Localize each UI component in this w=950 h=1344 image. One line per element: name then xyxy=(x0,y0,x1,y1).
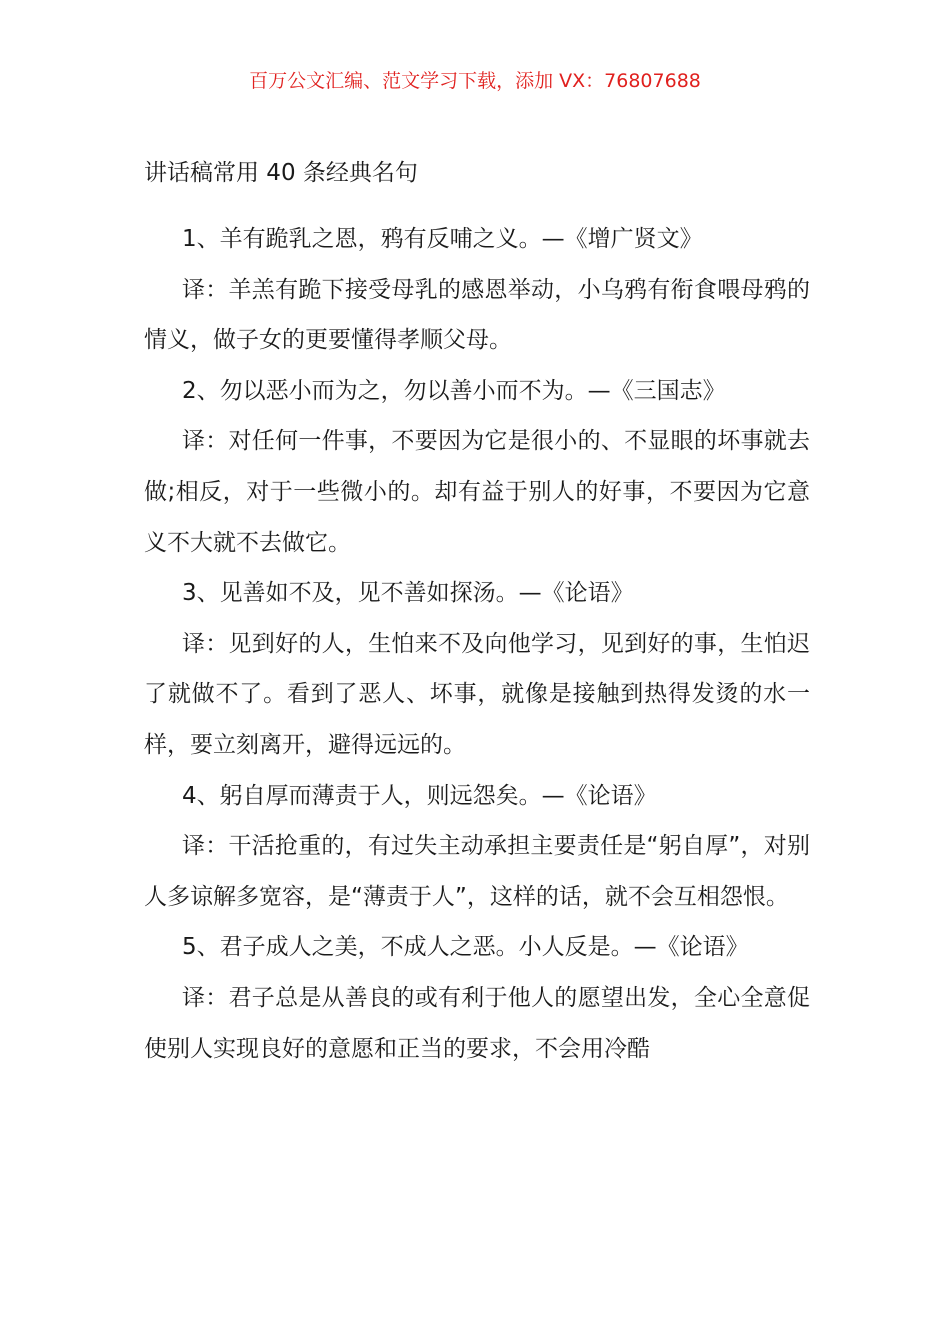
quote-2: 2、勿以恶小而为之，勿以善小而不为。—《三国志》 xyxy=(182,377,726,404)
download-notice: 百万公文汇编、范文学习下载，添加 VX：76807688 xyxy=(249,70,701,92)
translation-2: 译：对任何一件事，不要因为它是很小的、不显眼的坏事就去做;相反，对于一些微小的。却有益于别人的好事，不要因为它意义不大就不去做它。 xyxy=(144,428,810,556)
quote-3: 3、见善如不及，见不善如探汤。—《论语》 xyxy=(182,580,634,607)
quote-1: 1、羊有跪乳之恩，鸦有反哺之义。—《增广贤文》 xyxy=(182,226,703,252)
translation-3: 译：见到好的人，生怕来不及向他学习，见到好的事，生怕迟了就做不了。看到了恶人、坏事，就像是接触到热得发烫的水一样，要立刻离开，避得远远的。 xyxy=(144,630,810,758)
translation-1: 译：羊羔有跪下接受母乳的感恩举动，小乌鸦有衔食喂母鸦的情义，做子女的更要懂得孝顺父母。 xyxy=(144,276,810,354)
quote-4: 4、躬自厚而薄责于人，则远怨矣。—《论语》 xyxy=(182,782,657,809)
quote-5: 5、君子成人之美，不成人之恶。小人反是。—《论语》 xyxy=(182,934,749,961)
translation-4: 译：干活抢重的，有过失主动承担主要责任是“躬自厚”，对别人多谅解多宽容，是“薄责于人”，这样的话，就不会互相怨恨。 xyxy=(144,833,810,910)
document-title: 讲话稿常用 40 条经典名句 xyxy=(144,160,418,186)
translation-5: 译：君子总是从善良的或有利于他人的愿望出发，全心全意促使别人实现良好的意愿和正当的要求，不会用冷酷 xyxy=(144,984,810,1062)
document-body xyxy=(144,214,810,1074)
